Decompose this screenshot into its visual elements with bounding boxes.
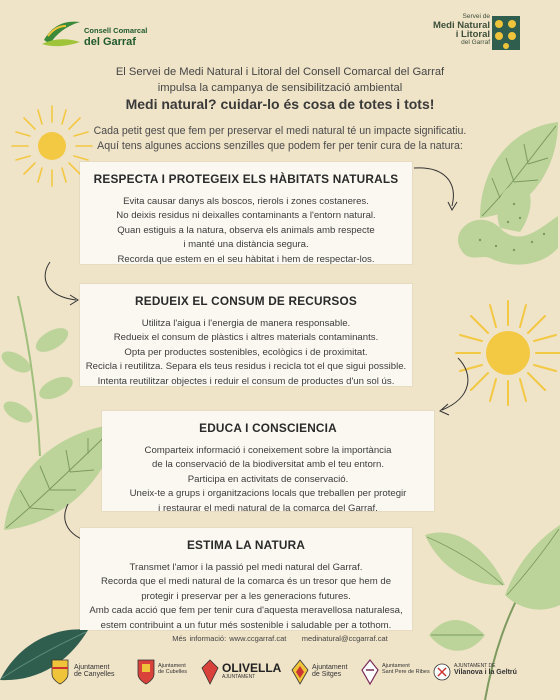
intro-text bbox=[60, 64, 500, 96]
logo-line2: de Sitges bbox=[312, 671, 342, 679]
left-logo-line2: del Garraf bbox=[84, 36, 136, 48]
campaign-headline: Medi natural? cuidar-lo és cosa de totes i tots! bbox=[125, 96, 435, 112]
sant-pere-ribes-logo bbox=[360, 656, 432, 690]
logo-line2: Vilanova i la Geltrú bbox=[454, 669, 517, 677]
right-logo-line2: Medi Natural bbox=[432, 19, 490, 31]
shield-icon bbox=[200, 658, 220, 686]
cubelles-logo bbox=[136, 656, 196, 690]
card-line: Utilitza l'aigua i l'energia de manera responsable. bbox=[141, 318, 351, 329]
card-line: Participa en activitats de conservació. bbox=[187, 473, 349, 485]
logo-line1: Ajuntament bbox=[382, 663, 410, 669]
card-title: ESTIMA LA NATURA bbox=[186, 538, 306, 552]
card-title: EDUCA I CONSCIENCIA bbox=[199, 421, 337, 435]
intro-line2: impulsa la campanya de sensibilització ambiental bbox=[157, 82, 403, 95]
card-line: Recorda que estem en el seu hàbitat i hem de respectar-los. bbox=[117, 253, 375, 265]
shield-icon bbox=[290, 658, 310, 686]
servei-medi-natural-logo bbox=[424, 14, 520, 54]
card-title: REDUEIX EL CONSUM DE RECURSOS bbox=[135, 294, 357, 308]
card-line: Quan estiguis a la natura, observa els animals amb respecte bbox=[117, 224, 375, 236]
website-link[interactable]: www.ccgarraf.cat bbox=[229, 634, 287, 643]
pattern-logo-icon bbox=[492, 16, 520, 50]
card-line: i restaurar el medi natural de la comarca del Garraf. bbox=[158, 502, 378, 514]
shield-icon bbox=[136, 658, 156, 686]
card-line: No deixis residus ni deixalles contaminants a l'entorn natural. bbox=[116, 210, 376, 222]
logo-line1: OLIVELLA bbox=[222, 661, 282, 675]
card-line: Opta per productes sostenibles, ecològics i de proximitat. bbox=[124, 346, 368, 358]
lead-line1: Cada petit gest que fem per preservar el medi natural té un impacte significatiu. bbox=[93, 125, 467, 137]
card-line: Recorda que el medi natural de la comarca és un tresor que hem de bbox=[100, 576, 392, 588]
card-estima bbox=[80, 528, 412, 630]
card-line: Recicla i reutilitza. Separa els teus residus i recicla tot el que sigui possible. bbox=[85, 361, 407, 373]
shield-icon bbox=[50, 658, 70, 686]
card-title: RESPECTA I PROTEGEIX ELS HÀBITATS NATURALS bbox=[93, 172, 399, 186]
card-line: Uneix-te a grups i organitzacions locals que treballen per protegir bbox=[129, 488, 407, 500]
shield-icon bbox=[432, 658, 452, 686]
sitges-logo bbox=[290, 656, 356, 690]
card-line: i manté una distància segura. bbox=[183, 239, 309, 251]
logo-line1: Ajuntament bbox=[312, 664, 348, 671]
card-line: de la conservació de la biodiversitat amb el teu entorn. bbox=[152, 459, 384, 471]
lead-text bbox=[60, 124, 500, 155]
email-link[interactable]: medinatural@ccgarraf.cat bbox=[301, 634, 388, 643]
consell-comarcal-logo bbox=[40, 16, 150, 56]
right-logo-line1: Servei de bbox=[462, 13, 490, 20]
olivella-logo bbox=[200, 656, 284, 690]
curved-arrow-icon bbox=[408, 162, 464, 218]
card-line: Amb cada acció que fem per tenir cura d'aquesta meravellosa naturalesa, bbox=[89, 605, 403, 617]
card-line: Intenta reutilitzar objectes i reduir el consum de productes d'un sol ús. bbox=[97, 375, 395, 387]
curved-arrow-icon bbox=[36, 258, 84, 310]
card-line: estem contribuint a un futur més sostenible i saludable per a tothom. bbox=[100, 619, 392, 631]
shield-icon bbox=[360, 658, 380, 686]
wave-logo-icon bbox=[40, 16, 82, 50]
logo-line1: Ajuntament bbox=[158, 663, 186, 669]
logo-line2: Sant Pere de Ribes bbox=[382, 668, 430, 675]
municipality-logos bbox=[0, 650, 560, 694]
info-label: Més informació: bbox=[172, 634, 227, 643]
card-respecta bbox=[80, 162, 412, 264]
logo-line2: AJUNTAMENT bbox=[222, 673, 256, 680]
canyelles-logo bbox=[50, 656, 130, 690]
right-logo-line3: i Litoral bbox=[455, 29, 490, 40]
logo-line2: de Canyelles bbox=[74, 671, 115, 679]
intro-line1: El Servei de Medi Natural i Litoral del Consell Comarcal del Garraf bbox=[115, 66, 445, 78]
logo-line1: AJUNTAMENT DE bbox=[454, 663, 496, 669]
card-line: Comparteix informació i coneixement sobre la importància bbox=[144, 445, 392, 456]
card-line: Redueix el consum de plàstics i altres materials contaminants. bbox=[113, 332, 379, 344]
right-logo-line4: del Garraf bbox=[461, 38, 490, 46]
card-educa bbox=[102, 411, 434, 514]
card-line: protegir i preservar per a les generacions futures. bbox=[141, 590, 351, 602]
lead-line2: Aquí tens algunes accions senzilles que podem fer per tenir cura de la natura: bbox=[97, 140, 463, 153]
card-line: Evita causar danys als boscos, rierols i zones costaneres. bbox=[123, 196, 369, 207]
contact-info bbox=[0, 634, 560, 643]
logo-line1: Ajuntament bbox=[74, 664, 110, 671]
card-line: Transmet l'amor i la passió pel medi natural del Garraf. bbox=[129, 562, 363, 573]
vilanova-geltru-logo bbox=[432, 656, 522, 690]
curved-arrow-icon bbox=[428, 354, 478, 418]
card-redueix bbox=[80, 284, 412, 386]
left-logo-line1: Consell Comarcal bbox=[84, 26, 148, 35]
logo-line2: de Cubelles bbox=[158, 668, 188, 675]
